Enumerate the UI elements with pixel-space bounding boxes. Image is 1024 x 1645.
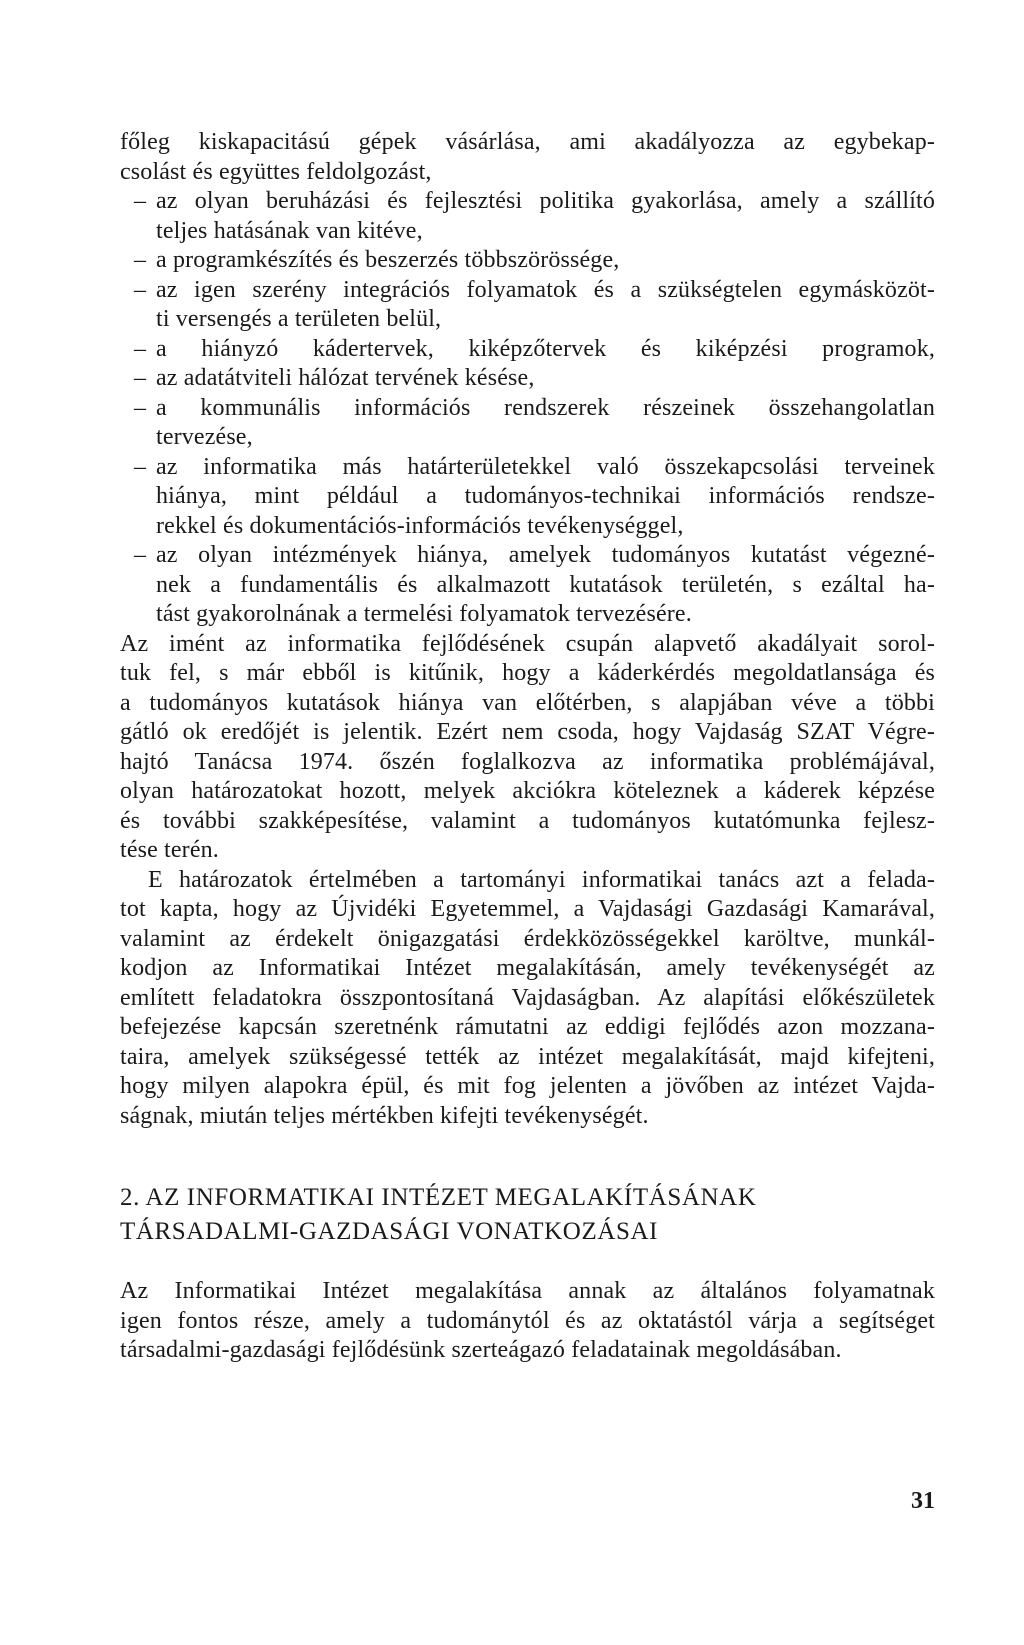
list-continuation-line: rekkel és dokumentációs-információs tevékenységgel, [156,512,684,539]
paragraph-line: taira, amelyek szükségessé tették az intézet megalakítását, majd kifejteni, [120,1043,935,1070]
list-item-text: az olyan beruházási és fejlesztési politika gyakorlása, amely a szállító [156,188,935,214]
paragraph-line: olyan határozatokat hozott, melyek akciókra köteleznek a káderek képzése [120,778,935,804]
list-continuation-line: teljes hatásának van kitéve, [156,217,423,244]
dash-bullet: – [134,335,147,362]
list-continuation-line: hiánya, mint például a tudományos-technikai információs rendsze- [156,483,935,509]
dash-bullet: – [134,453,147,480]
list-item-text: az olyan intézmények hiánya, amelyek tudományos kutatást végezné- [156,542,935,568]
list-item-text: a kommunális információs rendszerek részeinek összehangolatlan [156,394,935,421]
list-item-line [120,246,935,276]
list-continuation-line: tervezése, [156,424,253,450]
dash-bullet: – [134,188,147,214]
list-item-text: a hiányzó kádertervek, kiképzőtervek és kiképzési programok, [156,335,935,362]
paragraph-3 [120,1277,935,1366]
list-item-line [120,276,935,306]
paragraph-line: ságnak, miután teljes mértékben kifejti tevékenységét. [120,1102,649,1129]
paragraph-line: hogy milyen alapokra épül, és mit fog jelenten a jövőben az intézet Vajda- [120,1073,935,1099]
section-heading-line-2: TÁRSADALMI-GAZDASÁGI VONATKOZÁSAI [120,1218,659,1245]
section-heading [120,1181,935,1249]
paragraph-line: valamint az érdekelt önigazgatási érdekközösségekkel karöltve, munkál- [120,925,935,952]
list-continuation-line: tást gyakorolnának a termelési folyamatok tervezésére. [156,601,692,627]
paragraph-line: igen fontos része, amely a tudománytól és az oktatástól várja a segítséget [120,1307,935,1334]
dash-bullet: – [134,542,147,568]
paragraph-line: tése terén. [120,837,219,863]
paragraph-line: tuk fel, s már ebből is kitűnik, hogy a káderkérdés megoldatlansága és [120,660,935,686]
list-item-line [120,364,935,394]
list-item-line [120,453,935,483]
paragraph-2 [120,866,935,1132]
list-item-text: az informatika más határterületekkel való összekapcsolási terveinek [156,453,935,480]
paragraph-line: kodjon az Informatikai Intézet megalakításán, amely tevékenységét az [120,955,935,981]
section-heading-line-1: 2. AZ INFORMATIKAI INTÉZET MEGALAKÍTÁSÁNAK [120,1184,757,1211]
list-item-line [120,335,935,365]
list-item-text: a programkészítés és beszerzés többszörössége, [156,247,620,273]
list-continuation-line: főleg kiskapacitású gépek vásárlása, ami akadályozza az egybekap- [120,129,935,155]
paragraph-line: társadalmi-gazdasági fejlődésünk szerteágazó feladatainak megoldásában. [120,1337,842,1363]
deficiency-list [120,128,935,630]
paragraph-line: Az imént az informatika fejlődésének csupán alapvető akadályait sorol- [120,630,935,657]
paragraph-line: hajtó Tanácsa 1974. őszén foglalkozva az informatika problémájával, [120,748,935,775]
list-continuation-line: csolást és együttes feldolgozást, [120,158,432,185]
paragraph-line: a tudományos kutatások hiánya van előtérben, s alapjában véve a többi [120,689,935,716]
paragraph-line: és további szakképesítése, valamint a tudományos kutatómunka fejlesz- [120,807,935,834]
paragraph-line: gátló ok eredőjét is jelentik. Ezért nem csoda, hogy Vajdaság SZAT Végre- [120,719,935,745]
page-number: 31 [911,1488,935,1514]
paragraph-line: tot kapta, hogy az Újvidéki Egyetemmel, a Vajdasági Gazdasági Kamarával, [120,896,935,922]
list-item-text: az igen szerény integrációs folyamatok és a szükségtelen egymásközöt- [156,276,935,303]
dash-bullet: – [134,394,147,421]
paragraph-line: említett feladatokra összpontosítaná Vajdaságban. Az alapítási előkészületek [120,984,935,1011]
list-continuation-line: ti versengés a területen belül, [156,306,442,332]
list-continuation-line: nek a fundamentális és alkalmazott kutatások területén, s ezáltal ha- [156,571,935,598]
paragraph-1 [120,630,935,866]
page-body [120,128,935,1366]
list-item-line [120,187,935,217]
list-item-text: az adatátviteli hálózat tervének késése, [156,365,535,391]
paragraph-line: Az Informatikai Intézet megalakítása annak az általános folyamatnak [120,1278,935,1304]
dash-bullet: – [134,276,147,303]
paragraph-line: befejezése kapcsán szeretnénk rámutatni az eddigi fejlődés azon mozzana- [120,1014,935,1040]
list-item-line [120,394,935,424]
paragraph-line: E határozatok értelmében a tartományi informatikai tanács azt a felada- [148,866,935,893]
dash-bullet: – [134,247,147,273]
dash-bullet: – [134,365,147,391]
list-item-line [120,541,935,571]
